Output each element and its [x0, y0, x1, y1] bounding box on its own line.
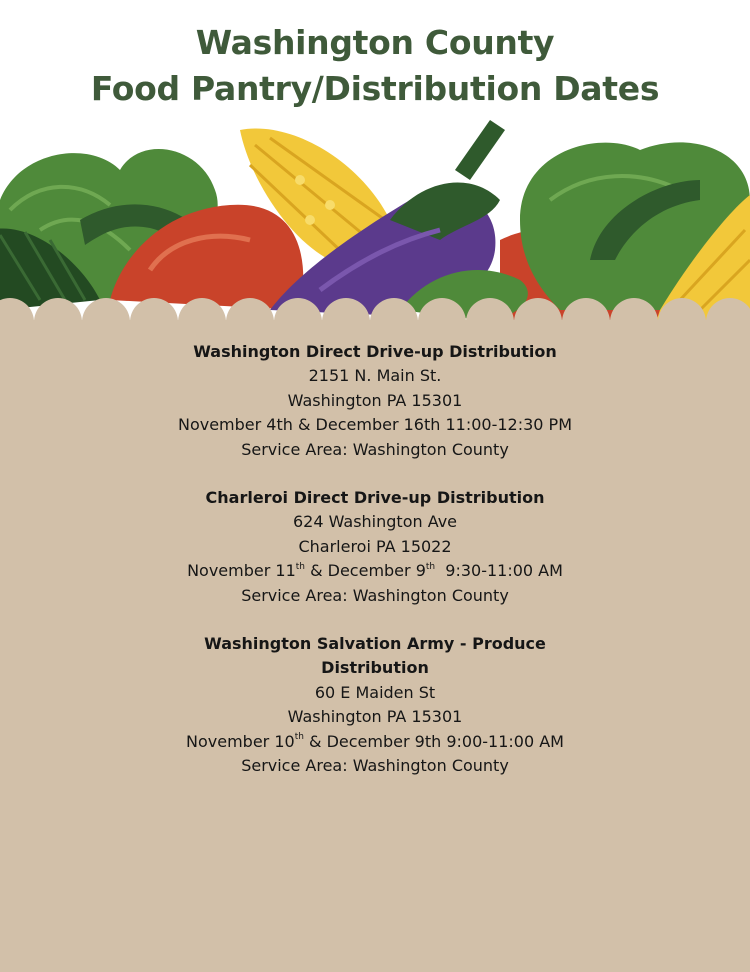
distribution-service-area: Service Area: Washington County — [241, 585, 509, 605]
distribution-service-area: Service Area: Washington County — [241, 439, 509, 459]
distribution-city: Washington PA 15301 — [287, 707, 463, 727]
distribution-name: Washington Salvation Army - Produce — [204, 634, 546, 654]
distribution-dates: November 11th & December 9th 9:30-11:00 AM — [187, 561, 563, 581]
header-area — [0, 0, 750, 330]
distribution-city: Charleroi PA 15022 — [298, 536, 452, 556]
distribution-address: 60 E Maiden St — [314, 682, 436, 702]
distribution-name: Charleroi Direct Drive-up Distribution — [205, 488, 545, 508]
distribution-name-continued: Distribution — [321, 658, 429, 678]
distribution-city: Washington PA 15301 — [287, 390, 463, 410]
distribution-name: Washington Direct Drive-up Distribution — [193, 342, 557, 361]
distribution-item — [0, 340, 750, 462]
distribution-item — [0, 632, 750, 778]
page-title — [0, 20, 750, 112]
distribution-dates: November 10th & December 9th 9:00-11:00 AM — [186, 731, 564, 751]
title-line-1: Washington County — [195, 23, 555, 62]
distribution-service-area: Service Area: Washington County — [241, 756, 509, 776]
distribution-address: 2151 N. Main St. — [308, 366, 442, 386]
distribution-item — [0, 486, 750, 608]
distribution-dates: November 4th & December 16th 11:00-12:30 PM — [177, 415, 572, 435]
title-line-2: Food Pantry/Distribution Dates — [90, 69, 660, 108]
distribution-list — [0, 340, 750, 803]
distribution-address: 624 Washington Ave — [292, 512, 458, 532]
